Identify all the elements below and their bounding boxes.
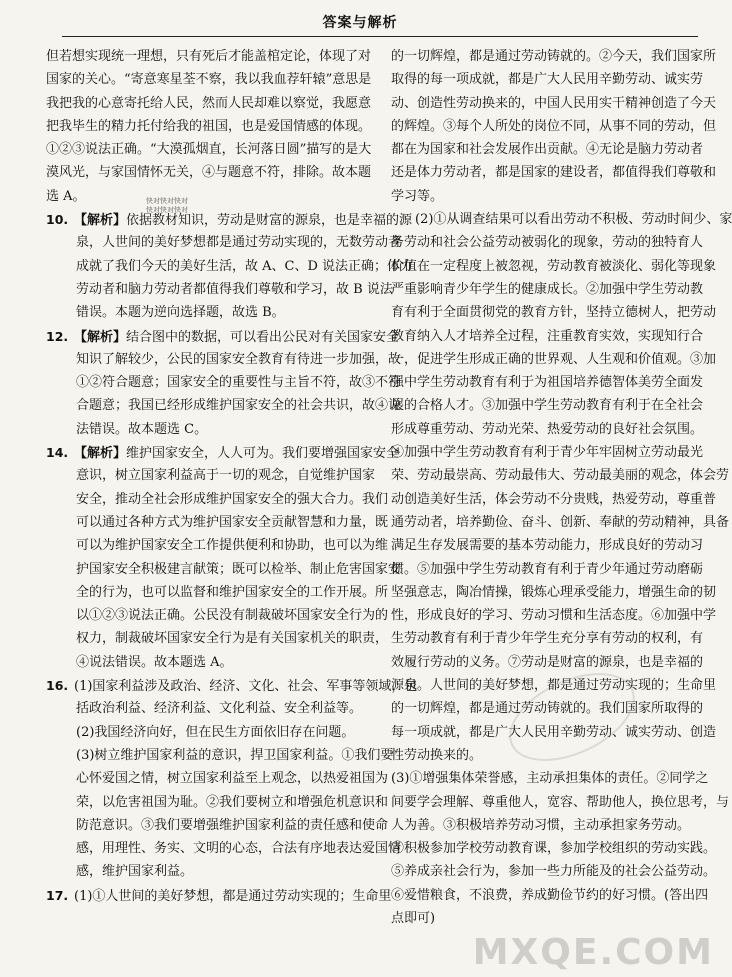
analysis-tag: 【解析】	[74, 213, 127, 229]
line-text: 一，促进学生形成正确的世界观、人生观和价值观。③加	[391, 351, 717, 367]
line-text: 以①②③说法正确。公民没有制裁破坏国家安全行为的	[76, 608, 389, 624]
text-line	[391, 161, 717, 184]
line-text: 坚强意志，陶冶情操，锻炼心理承受能力，增强生命的韧	[391, 584, 717, 600]
line-text: 劳动者和脑力劳动者都值得我们尊敬和学习，故 B 说法	[76, 281, 393, 297]
line-text: 结合图中的数据，可以看出公民对有关国家安全	[126, 329, 400, 345]
line-text: (3)树立维护国家利益的意识，捍卫国家利益。①我们要	[76, 747, 394, 763]
text-line	[46, 394, 402, 417]
line-text: 源泉。人世间的美好梦想，都是通过劳动实现的；生命里	[391, 678, 717, 694]
text-line	[46, 231, 402, 254]
text-line	[46, 511, 389, 534]
text-line	[391, 68, 711, 91]
text-line	[391, 651, 711, 674]
line-text: 都在为国家和社会发展作出贡献。④无论是脑力劳动者	[391, 142, 704, 158]
line-text: 强中学生劳动教育有利于为祖国培养德智体美劳全面发	[391, 375, 704, 391]
text-line	[391, 534, 711, 557]
text-line	[391, 837, 717, 860]
text-line	[46, 651, 363, 674]
text-line	[46, 115, 372, 138]
line-text: 价值在一定程度上被忽视，劳动教育被淡化、弱化等现象	[391, 258, 717, 274]
text-line	[391, 348, 717, 371]
line-text: ④说法错误。故本题选 A。	[76, 654, 233, 670]
text-line	[46, 581, 389, 604]
line-text: 安全，推动全社会形成维护国家安全的强大合力。我们	[76, 491, 389, 507]
line-text: 展的合格人才。③加强中学生劳动教育有利于在全社会	[391, 398, 704, 414]
text-line	[391, 488, 717, 511]
text-line	[391, 185, 711, 208]
line-text: ①②符合题意；国家安全的重要性与主旨不符，故③不符	[76, 375, 402, 391]
text-line	[46, 604, 389, 627]
text-line	[46, 418, 363, 441]
line-text: 感，维护国家利益。	[76, 864, 194, 880]
line-text: 把我毕生的精力托付给我的祖国，也是爱国情感的体现。	[46, 118, 372, 134]
text-line	[46, 92, 372, 115]
line-text: 还是体力劳动者，都是国家的建设者，都值得我们尊敬和	[391, 165, 717, 181]
line-text: 荣，以危害祖国为耻。②我们要树立和增强危机意识和	[76, 794, 389, 810]
text-line	[46, 185, 363, 208]
text-line	[46, 278, 393, 301]
text-line	[391, 255, 717, 278]
text-line	[46, 208, 413, 231]
marginal-note-line: 快对快对快对	[146, 206, 188, 214]
question-number: 10.	[46, 212, 69, 228]
line-text: 防范意识。③我们要增强维护国家利益的责任感和使命	[76, 817, 389, 833]
text-line	[391, 301, 717, 324]
line-text: 学习等。	[391, 188, 444, 204]
text-line	[391, 627, 711, 650]
line-text: 通劳动者，培养勤俭、奋斗、创新、奉献的劳动精神，具备	[391, 514, 730, 530]
line-text: 成就了我们今天的美好生活，故 A、C、D 说法正确；体力	[76, 258, 414, 274]
line-text: 可以通过各种方式为维护国家安全贡献智慧和力量，既	[76, 514, 389, 530]
line-text: ⑥爱惜粮食，不浪费，养成勤俭节约的好习惯。(答出四	[391, 887, 709, 903]
analysis-tag: 【解析】	[74, 329, 127, 345]
text-line	[46, 721, 363, 744]
line-text: (2)我国经济向好，但在民生方面依旧存在问题。	[76, 724, 355, 740]
text-line	[391, 278, 711, 301]
line-text: 人为善。③积极培养劳动习惯，主动承担家务劳动。	[391, 817, 691, 833]
text-line	[391, 325, 711, 348]
line-text: 严重影响青少年学生的健康成长。②加强中学生劳动教	[391, 281, 704, 297]
line-text: 我把我的心意寄托给人民，然而人民却难以察觉，我愿意	[46, 95, 372, 111]
text-line	[46, 767, 389, 790]
text-line	[391, 907, 711, 930]
line-text: 知识了解较少，公民的国家安全教育有待进一步加强，故	[76, 351, 402, 367]
text-line	[391, 767, 711, 790]
text-line	[391, 394, 711, 417]
line-text: 育有利于全面贯彻党的教育方针，坚持立德树人，把劳动	[391, 305, 717, 321]
text-line	[46, 534, 389, 557]
text-line	[391, 791, 730, 814]
site-watermark: MXQE.COM	[472, 932, 714, 973]
line-text: 间要学会理解、尊重他人，宽容、帮助他人，换位思考，与	[391, 794, 730, 810]
text-line	[391, 581, 717, 604]
text-line	[391, 231, 711, 254]
line-text: 取得的每一项成就，都是广大人民用辛勤劳动、诚实劳	[391, 72, 704, 88]
line-text: 荣、劳动最崇高、劳动最伟大、劳动最美丽的观念，体会劳	[391, 468, 730, 484]
line-text: 生劳动教育有利于青少年学生充分享有劳动的权利，有	[391, 631, 704, 647]
line-text: 括政治利益、经济利益、文化利益、安全利益等。	[76, 701, 363, 717]
analysis-tag: 【解析】	[74, 446, 127, 462]
line-text: 惯。⑤加强中学生劳动教育有利于青少年通过劳动磨砺	[391, 561, 704, 577]
text-line	[391, 208, 732, 231]
question-number: 14.	[46, 445, 69, 461]
line-text: (1)国家利益涉及政治、经济、文化、社会、军事等领域，包	[74, 679, 418, 695]
line-text: 性劳动换来的。	[391, 747, 483, 763]
text-line	[391, 464, 730, 487]
text-line	[46, 161, 372, 184]
line-text: 选 A。	[46, 188, 86, 204]
line-text: ⑤养成亲社会行为，参加一些力所能及的社会公益劳动。	[391, 864, 717, 880]
text-line	[46, 558, 402, 581]
text-line	[46, 744, 394, 767]
line-text: 意识，树立国家利益高于一切的观念，自觉维护国家	[76, 468, 376, 484]
text-line	[391, 860, 717, 883]
text-line	[46, 325, 400, 348]
text-line	[46, 860, 363, 883]
text-line	[46, 255, 414, 278]
text-line	[46, 697, 363, 720]
text-line	[391, 92, 717, 115]
line-text: 效履行劳动的义务。⑦劳动是财富的源泉，也是幸福的	[391, 654, 704, 670]
line-text: 的一切辉煌，都是通过劳动铸就的。我们国家所取得的	[391, 701, 704, 717]
line-text: 维护国家安全，人人可为。我们要增强国家安全	[126, 446, 400, 462]
text-line	[46, 627, 389, 650]
line-text: 权力，制裁破坏国家安全行为是有关国家机关的职责，	[76, 631, 389, 647]
line-text: 点即可)	[391, 910, 436, 926]
text-line	[391, 604, 717, 627]
text-line	[391, 115, 717, 138]
line-text: 法错误。故本题选 C。	[76, 421, 208, 437]
marginal-note-line: 快对快对快对	[146, 197, 188, 205]
text-line	[46, 884, 392, 907]
text-line	[46, 837, 402, 860]
line-text: 依据教材知识，劳动是财富的源泉，也是幸福的源	[126, 213, 413, 229]
header-rule	[62, 36, 698, 37]
line-text: (1)①人世间的美好梦想，都是通过劳动实现的；生命里	[74, 888, 392, 904]
line-text: 务劳动和社会公益劳动被弱化的现象，劳动的独特育人	[391, 235, 704, 251]
text-line	[391, 418, 711, 441]
line-text: ④加强中学生劳动教育有利于青少年牢固树立劳动最光	[391, 445, 704, 461]
text-line	[391, 138, 711, 161]
page-title: 答案与解析	[322, 15, 398, 31]
line-text: 满足生存发展需要的基本劳动能力，形成良好的劳动习	[391, 538, 704, 554]
line-text: ④积极参加学校劳动教育课，参加学校组织的劳动实践。	[391, 841, 717, 857]
line-text: (2)①从调查结果可以看出劳动不积极、劳动时间少、家	[415, 212, 732, 228]
text-line	[46, 371, 402, 394]
line-text: 每一项成就，都是广大人民用辛勤劳动、诚实劳动、创造	[391, 724, 717, 740]
text-line	[46, 441, 400, 464]
line-text: 合题意；我国已经形成维护国家安全的社会共识，故④说	[76, 398, 402, 414]
text-line	[391, 511, 730, 534]
line-text: 泉，人世间的美好梦想都是通过劳动实现的，无数劳动者	[76, 235, 402, 251]
text-line	[391, 371, 711, 394]
text-line	[391, 558, 711, 581]
line-text: 心怀爱国之情，树立国家利益至上观念，以热爱祖国为	[76, 771, 389, 787]
line-text: 动、创造性劳动换来的，中国人民用实干精神创造了今天	[391, 95, 717, 111]
text-line	[46, 68, 372, 91]
line-text: 性，形成良好的学习、劳动习惯和生活态度。⑥加强中学	[391, 608, 717, 624]
line-text: 国家的关心。“寄意寒星荃不察，我以我血荐轩辕”意思是	[46, 72, 372, 88]
line-text: 的辉煌。③每个人所处的岗位不同，从事不同的劳动，但	[391, 118, 717, 134]
line-text: 护国家安全积极建言献策；既可以检举、制止危害国家安	[76, 561, 402, 577]
text-line	[46, 488, 389, 511]
text-line	[46, 348, 402, 371]
question-number: 16.	[46, 678, 69, 694]
line-text: 但若想实现统一理想，只有死后才能盖棺定论，体现了对	[46, 49, 372, 64]
text-line	[46, 138, 372, 161]
text-line	[391, 814, 711, 837]
text-line	[391, 884, 711, 907]
text-line	[46, 791, 389, 814]
line-text: 漠风光，与家国情怀无关，④与题意不符，排除。故本题	[46, 165, 372, 181]
text-line	[46, 674, 418, 697]
line-text: 形成尊重劳动、劳动光荣、热爱劳动的良好社会氛围。	[391, 421, 704, 437]
text-line	[46, 464, 376, 487]
line-text: 可以为维护国家安全工作提供便利和协助，也可以为维	[76, 538, 389, 554]
question-number: 12.	[46, 328, 69, 344]
line-text: 教育纳入人才培养全过程，注重教育实效，实现知行合	[391, 328, 704, 344]
question-number: 17.	[46, 887, 69, 903]
text-line	[391, 441, 711, 464]
line-text: 的一切辉煌，都是通过劳动铸就的。②今天，我们国家所	[391, 49, 717, 64]
line-text: ①②③说法正确。“大漠孤烟直，长河落日圆”描写的是大	[46, 142, 372, 158]
line-text: 错误。本题为逆向选择题，故选 B。	[76, 305, 285, 321]
text-line	[46, 45, 372, 68]
text-line	[46, 814, 389, 837]
text-line	[46, 301, 363, 324]
page-header	[0, 0, 720, 40]
marginal-note	[146, 197, 188, 215]
line-text: 动创造美好生活，体会劳动不分贵贱，热爱劳动，尊重普	[391, 491, 717, 507]
line-text: 感，用理性、务实、文明的心态，合法有序地表达爱国情	[76, 841, 402, 857]
text-line	[391, 45, 717, 68]
right-column	[391, 45, 732, 930]
line-text: 全的行为，也可以监督和维护国家安全的工作开展。所	[76, 584, 389, 600]
line-text: (3)①增强集体荣誉感，主动承担集体的责任。②同学之	[391, 771, 709, 787]
